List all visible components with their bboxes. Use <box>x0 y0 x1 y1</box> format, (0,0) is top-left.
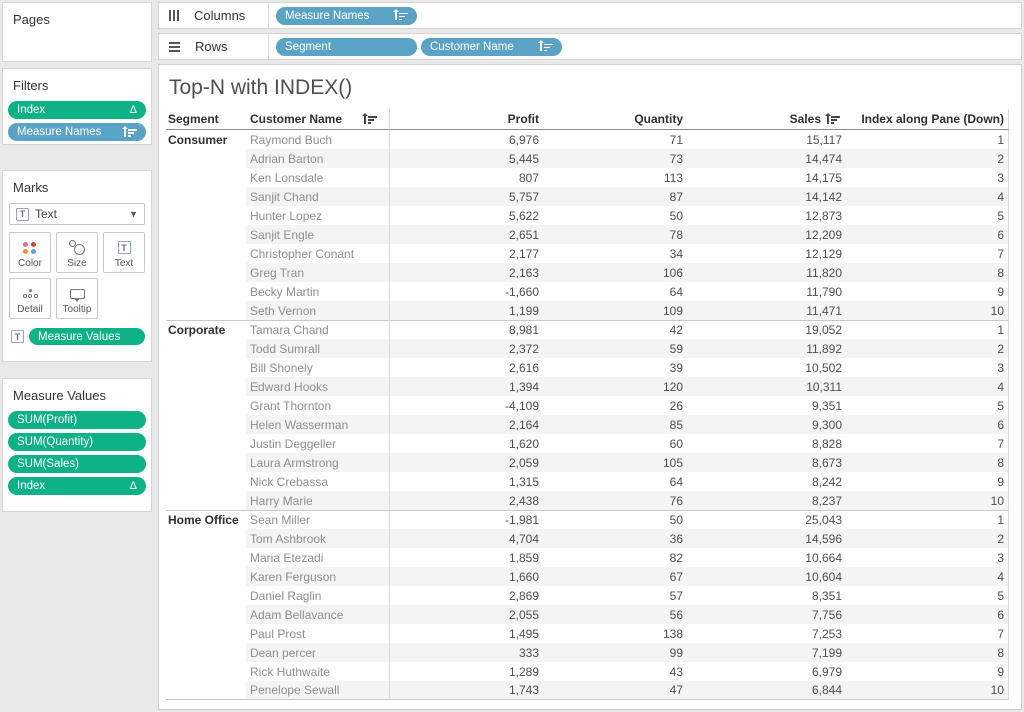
column-header[interactable] <box>246 109 390 130</box>
quantity-cell[interactable]: 26 <box>669 398 683 413</box>
customer-cell[interactable]: Sanjit Engle <box>246 225 390 244</box>
customer-cell[interactable]: Bill Shonely <box>246 358 390 377</box>
sales-cell[interactable]: 10,311 <box>687 377 846 396</box>
index-cell[interactable]: 4 <box>846 187 1009 206</box>
profit-cell[interactable]: 2,059 <box>390 453 543 472</box>
quantity-cell[interactable]: 34 <box>669 246 683 261</box>
customer-cell[interactable]: Greg Tran <box>246 263 390 282</box>
table-row <box>166 434 1009 453</box>
profit-cell[interactable]: 1,315 <box>508 474 539 489</box>
profit-cell[interactable]: 6,976 <box>508 132 539 147</box>
quantity-cell[interactable]: 113 <box>663 170 683 185</box>
segment-cell[interactable] <box>166 168 246 187</box>
columns-shelf[interactable] <box>158 2 1022 29</box>
detail-icon <box>23 285 38 302</box>
color-icon <box>23 239 37 256</box>
field-pill[interactable] <box>8 101 146 119</box>
rows-shelf[interactable] <box>158 33 1022 60</box>
segment-cell[interactable] <box>166 377 246 396</box>
pages-shelf[interactable] <box>2 2 152 62</box>
quantity-cell[interactable]: 67 <box>543 567 687 586</box>
index-cell[interactable]: 3 <box>846 358 1009 377</box>
sales-cell[interactable]: 14,596 <box>687 529 846 548</box>
sort-icon <box>364 115 377 124</box>
customer-cell[interactable]: Laura Armstrong <box>246 453 390 472</box>
filter-pills <box>3 93 151 141</box>
index-cell[interactable]: 7 <box>846 624 1009 643</box>
customer-cell[interactable]: Maria Etezadi <box>246 548 390 567</box>
sales-cell[interactable]: 7,199 <box>687 643 846 662</box>
index-cell[interactable]: 7 <box>846 434 1009 453</box>
text-icon: T <box>118 239 131 256</box>
sales-cell[interactable]: 7,253 <box>811 626 842 641</box>
quantity-cell[interactable]: 106 <box>543 263 687 282</box>
customer-cell[interactable]: Nick Crebassa <box>246 472 390 491</box>
chevron-down-icon[interactable]: ▼ <box>129 209 138 219</box>
table-row <box>166 548 1009 567</box>
field-pill[interactable] <box>8 433 146 451</box>
customer-cell[interactable]: Edward Hooks <box>246 377 390 396</box>
column-header[interactable] <box>390 109 543 130</box>
table-row <box>166 624 1009 643</box>
mark-type-dropdown[interactable] <box>9 203 145 225</box>
color-button[interactable]: Color <box>9 232 51 273</box>
quantity-cell[interactable]: 36 <box>543 529 687 548</box>
field-pill[interactable] <box>276 7 417 25</box>
sales-cell[interactable]: 10,604 <box>687 567 846 586</box>
sort-icon <box>827 115 840 124</box>
profit-cell[interactable]: 333 <box>390 643 543 662</box>
table-row <box>166 529 1009 548</box>
sales-cell[interactable]: 19,052 <box>687 320 846 339</box>
segment-cell[interactable] <box>166 434 246 453</box>
profit-cell[interactable]: 5,622 <box>508 208 539 223</box>
field-pill[interactable] <box>8 123 146 141</box>
measure-values-pills <box>3 403 151 495</box>
table-row <box>166 168 1009 187</box>
index-cell[interactable]: 9 <box>846 662 1009 681</box>
customer-cell[interactable]: Hunter Lopez <box>246 206 390 225</box>
profit-cell[interactable]: -1,981 <box>390 510 543 529</box>
segment-cell[interactable] <box>166 282 246 301</box>
segment-cell[interactable] <box>166 149 246 168</box>
table-row <box>166 358 1009 377</box>
segment-cell[interactable]: Corporate <box>166 320 246 339</box>
index-cell[interactable]: 1 <box>846 130 1009 149</box>
sales-cell[interactable]: 11,820 <box>687 263 846 282</box>
quantity-cell[interactable]: 64 <box>669 474 683 489</box>
profit-cell[interactable]: 2,055 <box>390 605 543 624</box>
marks-title: Marks <box>13 180 49 195</box>
sales-cell[interactable]: 10,664 <box>805 550 842 565</box>
field-pill[interactable] <box>8 455 146 473</box>
column-header[interactable] <box>166 109 246 130</box>
table-row <box>166 339 1009 358</box>
table-row <box>166 187 1009 206</box>
segment-cell[interactable] <box>166 472 246 491</box>
sales-cell[interactable]: 8,351 <box>811 588 842 603</box>
segment-cell[interactable] <box>166 662 246 681</box>
profit-cell[interactable]: 2,372 <box>390 339 543 358</box>
table-row <box>166 472 1009 491</box>
segment-cell[interactable] <box>166 358 246 377</box>
pill-label: Measure Names <box>17 126 102 138</box>
customer-cell[interactable]: Tom Ashbrook <box>246 529 390 548</box>
profit-cell[interactable]: 1,495 <box>508 626 539 641</box>
table-header-row <box>166 109 1009 130</box>
customer-cell[interactable]: Adam Bellavance <box>246 605 390 624</box>
index-cell[interactable]: 5 <box>846 396 1009 415</box>
profit-cell[interactable]: 1,620 <box>508 436 539 451</box>
delta-icon: Δ <box>129 103 137 116</box>
table-row <box>166 510 1009 529</box>
segment-cell[interactable] <box>166 244 246 263</box>
pill-label: SUM(Quantity) <box>17 436 94 448</box>
customer-cell[interactable]: Grant Thornton <box>246 396 390 415</box>
index-cell[interactable]: 10 <box>846 491 1009 510</box>
quantity-cell[interactable]: 59 <box>543 339 687 358</box>
columns-icon <box>169 10 179 21</box>
quantity-cell[interactable]: 56 <box>543 605 687 624</box>
column-header[interactable] <box>687 109 846 130</box>
index-cell[interactable]: 6 <box>846 415 1009 434</box>
column-header-label: Index along Pane (Down) <box>861 112 1004 126</box>
table-row <box>166 301 1009 320</box>
measure-values-pill[interactable]: Measure Values <box>29 328 145 345</box>
profit-cell[interactable]: 5,445 <box>390 149 543 168</box>
pill-label: Index <box>17 480 46 492</box>
mark-type-label: Text <box>35 207 58 221</box>
index-cell[interactable]: 5 <box>846 206 1009 225</box>
index-cell[interactable]: 8 <box>846 263 1009 282</box>
index-cell[interactable]: 4 <box>846 377 1009 396</box>
pill-label: SUM(Sales) <box>17 458 79 470</box>
profit-cell[interactable]: 5,757 <box>390 187 543 206</box>
profit-cell[interactable]: 4,704 <box>390 529 543 548</box>
field-pill[interactable] <box>421 38 562 56</box>
sales-cell[interactable]: 14,142 <box>687 187 846 206</box>
table-row <box>166 130 1009 149</box>
sales-cell[interactable]: 12,129 <box>805 246 842 261</box>
profit-cell[interactable]: 2,164 <box>390 415 543 434</box>
quantity-cell[interactable]: 87 <box>543 187 687 206</box>
segment-cell[interactable] <box>166 548 246 567</box>
profit-cell[interactable]: 1,394 <box>390 377 543 396</box>
pill-label: SUM(Profit) <box>17 414 78 426</box>
index-cell[interactable]: 1 <box>846 510 1009 529</box>
delta-icon: Δ <box>129 479 137 492</box>
sales-cell[interactable]: 15,117 <box>806 132 842 147</box>
tooltip-icon <box>70 285 85 302</box>
size-icon <box>69 239 85 256</box>
profit-cell[interactable]: 2,651 <box>390 225 543 244</box>
text-encoding-icon: T <box>11 330 24 343</box>
segment-cell[interactable] <box>166 529 246 548</box>
sales-cell[interactable]: 11,790 <box>806 284 842 299</box>
sales-cell[interactable]: 8,828 <box>811 436 842 451</box>
table-row <box>166 396 1009 415</box>
sales-cell[interactable]: 8,237 <box>687 491 846 510</box>
sort-icon <box>395 11 408 20</box>
table-row <box>166 491 1009 510</box>
table-row <box>166 206 1009 225</box>
measure-values-card <box>2 378 152 512</box>
column-header[interactable] <box>846 109 1009 130</box>
sales-cell[interactable]: 12,873 <box>805 208 842 223</box>
pill-label: Customer Name <box>430 40 514 53</box>
index-cell[interactable]: 2 <box>846 149 1009 168</box>
index-cell[interactable]: 10 <box>846 681 1009 700</box>
index-cell[interactable]: 9 <box>846 282 1009 301</box>
marks-card <box>2 170 152 362</box>
table-row <box>166 662 1009 681</box>
rows-icon <box>169 42 180 52</box>
profit-cell[interactable]: 2,163 <box>390 263 543 282</box>
table-row <box>166 263 1009 282</box>
sales-cell[interactable]: 11,892 <box>687 339 846 358</box>
quantity-cell[interactable]: 85 <box>543 415 687 434</box>
field-pill[interactable] <box>276 38 417 56</box>
sales-cell[interactable]: 25,043 <box>687 510 846 529</box>
customer-cell[interactable]: Dean percer <box>246 643 390 662</box>
pages-title: Pages <box>13 12 50 27</box>
quantity-cell[interactable]: 71 <box>669 132 683 147</box>
tooltip-button[interactable]: Tooltip <box>56 278 98 319</box>
marks-buttons <box>3 225 151 319</box>
table-row <box>166 225 1009 244</box>
profit-cell[interactable]: 2,616 <box>508 360 539 375</box>
column-header[interactable] <box>543 109 687 130</box>
sales-cell[interactable]: 7,756 <box>687 605 846 624</box>
text-button[interactable]: T Text <box>103 232 145 273</box>
sales-cell[interactable]: 10,502 <box>805 360 842 375</box>
column-header-label: Segment <box>168 112 219 126</box>
rows-label: Rows <box>195 39 228 54</box>
index-cell[interactable]: 8 <box>846 453 1009 472</box>
sales-cell[interactable]: 8,242 <box>811 474 842 489</box>
segment-cell[interactable] <box>166 396 246 415</box>
quantity-cell[interactable]: 47 <box>543 681 687 700</box>
segment-cell[interactable] <box>166 263 246 282</box>
customer-cell[interactable]: Seth Vernon <box>246 301 390 320</box>
segment-cell[interactable] <box>166 681 246 700</box>
index-cell[interactable]: 2 <box>846 529 1009 548</box>
index-cell[interactable]: 8 <box>846 643 1009 662</box>
table-row <box>166 415 1009 434</box>
quantity-cell[interactable]: 50 <box>543 510 687 529</box>
segment-cell[interactable] <box>166 187 246 206</box>
table-row <box>166 320 1009 339</box>
field-pill[interactable] <box>8 411 146 429</box>
sales-cell[interactable]: 9,351 <box>811 398 842 413</box>
customer-cell[interactable]: Karen Ferguson <box>246 567 390 586</box>
index-cell[interactable]: 6 <box>846 605 1009 624</box>
sort-icon <box>540 42 553 51</box>
size-button[interactable]: Size <box>56 232 98 273</box>
profit-cell[interactable]: 1,743 <box>390 681 543 700</box>
customer-cell[interactable]: Ken Lonsdale <box>246 168 390 187</box>
sales-cell[interactable]: 11,471 <box>687 301 846 320</box>
customer-cell[interactable]: Becky Martin <box>246 282 390 301</box>
measure-values-title: Measure Values <box>13 388 106 403</box>
sales-cell[interactable]: 6,844 <box>687 681 846 700</box>
sales-cell[interactable]: 14,474 <box>687 149 846 168</box>
profit-cell[interactable]: -1,660 <box>504 284 539 299</box>
sales-cell[interactable]: 12,209 <box>687 225 846 244</box>
segment-cell[interactable]: Consumer <box>168 132 228 147</box>
table-row <box>166 453 1009 472</box>
quantity-cell[interactable]: 50 <box>669 208 683 223</box>
quantity-cell[interactable]: 120 <box>543 377 687 396</box>
customer-cell[interactable]: Todd Sumrall <box>246 339 390 358</box>
customer-cell[interactable]: Sanjit Chand <box>246 187 390 206</box>
quantity-cell[interactable]: 43 <box>669 664 683 679</box>
customer-cell[interactable]: Helen Wasserman <box>246 415 390 434</box>
quantity-cell[interactable]: 64 <box>669 284 683 299</box>
pill-label: Measure Names <box>285 9 370 22</box>
table-row <box>166 586 1009 605</box>
profit-cell[interactable]: 1,660 <box>390 567 543 586</box>
customer-cell[interactable]: Justin Deggeller <box>246 434 390 453</box>
index-cell[interactable]: 10 <box>846 301 1009 320</box>
customer-cell[interactable]: Paul Prost <box>246 624 390 643</box>
segment-cell[interactable] <box>166 206 246 225</box>
profit-cell[interactable]: 2,438 <box>390 491 543 510</box>
profit-cell[interactable]: 1,289 <box>508 664 539 679</box>
data-table <box>166 109 1009 700</box>
detail-button[interactable]: Detail <box>9 278 51 319</box>
profit-cell[interactable]: 807 <box>518 170 539 185</box>
sales-cell[interactable]: 14,175 <box>805 170 842 185</box>
pill-label: Index <box>17 104 46 116</box>
quantity-cell[interactable]: 73 <box>543 149 687 168</box>
index-cell[interactable]: 6 <box>846 225 1009 244</box>
quantity-cell[interactable]: 99 <box>543 643 687 662</box>
sort-icon <box>124 128 137 137</box>
customer-cell[interactable]: Tamara Chand <box>246 320 390 339</box>
text-mark-icon: T <box>16 208 29 221</box>
quantity-cell[interactable]: 138 <box>662 626 683 641</box>
quantity-cell[interactable]: 82 <box>669 550 683 565</box>
customer-cell[interactable]: Daniel Raglin <box>246 586 390 605</box>
table-row <box>166 282 1009 301</box>
quantity-cell[interactable]: 42 <box>543 320 687 339</box>
table-row <box>166 149 1009 168</box>
quantity-cell[interactable]: 78 <box>543 225 687 244</box>
sales-cell[interactable]: 9,300 <box>687 415 846 434</box>
sheet-title[interactable]: Top-N with INDEX() <box>169 76 353 99</box>
worksheet <box>158 64 1022 710</box>
quantity-cell[interactable]: 39 <box>669 360 683 375</box>
quantity-cell[interactable]: 60 <box>669 436 683 451</box>
customer-cell[interactable]: Adrian Barton <box>246 149 390 168</box>
columns-pills <box>269 7 417 25</box>
customer-cell[interactable]: Raymond Buch <box>246 130 390 149</box>
column-header-label: Sales <box>789 112 821 126</box>
segment-cell[interactable] <box>166 301 246 320</box>
rows-pills <box>269 38 562 56</box>
segment-cell[interactable] <box>166 453 246 472</box>
index-cell[interactable]: 7 <box>846 244 1009 263</box>
segment-cell[interactable] <box>166 415 246 434</box>
column-header-label: Profit <box>507 112 539 126</box>
table-row <box>166 605 1009 624</box>
profit-cell[interactable]: 1,859 <box>508 550 539 565</box>
segment-cell[interactable]: Home Office <box>166 510 246 529</box>
segment-cell[interactable] <box>166 491 246 510</box>
customer-cell[interactable]: Harry Marie <box>246 491 390 510</box>
sales-cell[interactable]: 8,673 <box>687 453 846 472</box>
table-row <box>166 681 1009 700</box>
profit-cell[interactable]: 8,981 <box>390 320 543 339</box>
filters-title: Filters <box>13 78 49 93</box>
index-cell[interactable]: 3 <box>846 168 1009 187</box>
table-row <box>166 643 1009 662</box>
customer-cell[interactable]: Sean Miller <box>246 510 390 529</box>
index-cell[interactable]: 4 <box>846 567 1009 586</box>
segment-cell[interactable] <box>166 643 246 662</box>
quantity-cell[interactable]: 109 <box>543 301 687 320</box>
quantity-cell[interactable]: 76 <box>543 491 687 510</box>
segment-cell[interactable] <box>166 225 246 244</box>
index-cell[interactable]: 2 <box>846 339 1009 358</box>
customer-cell[interactable]: Rick Huthwaite <box>246 662 390 681</box>
profit-cell[interactable]: 2,869 <box>508 588 539 603</box>
field-pill[interactable] <box>8 477 146 495</box>
quantity-cell[interactable]: 105 <box>543 453 687 472</box>
table-row <box>166 377 1009 396</box>
pill-label: Segment <box>285 40 332 53</box>
segment-cell[interactable] <box>166 567 246 586</box>
column-header-label: Customer Name <box>250 112 343 126</box>
profit-cell[interactable]: 2,177 <box>508 246 539 261</box>
columns-label: Columns <box>194 8 246 23</box>
index-cell[interactable]: 5 <box>846 586 1009 605</box>
segment-cell[interactable] <box>166 339 246 358</box>
segment-cell[interactable] <box>166 624 246 643</box>
customer-cell[interactable]: Christopher Conant <box>246 244 390 263</box>
sales-cell[interactable]: 6,979 <box>811 664 842 679</box>
segment-cell[interactable] <box>166 605 246 624</box>
customer-cell[interactable]: Penelope Sewall <box>246 681 390 700</box>
quantity-cell[interactable]: 57 <box>669 588 683 603</box>
index-cell[interactable]: 1 <box>846 320 1009 339</box>
table-row <box>166 567 1009 586</box>
column-header-label: Quantity <box>634 112 683 126</box>
profit-cell[interactable]: 1,199 <box>390 301 543 320</box>
filters-shelf[interactable] <box>2 68 152 145</box>
index-cell[interactable]: 3 <box>846 548 1009 567</box>
profit-cell[interactable]: -4,109 <box>504 398 539 413</box>
index-cell[interactable]: 9 <box>846 472 1009 491</box>
table-row <box>166 244 1009 263</box>
segment-cell[interactable] <box>166 586 246 605</box>
